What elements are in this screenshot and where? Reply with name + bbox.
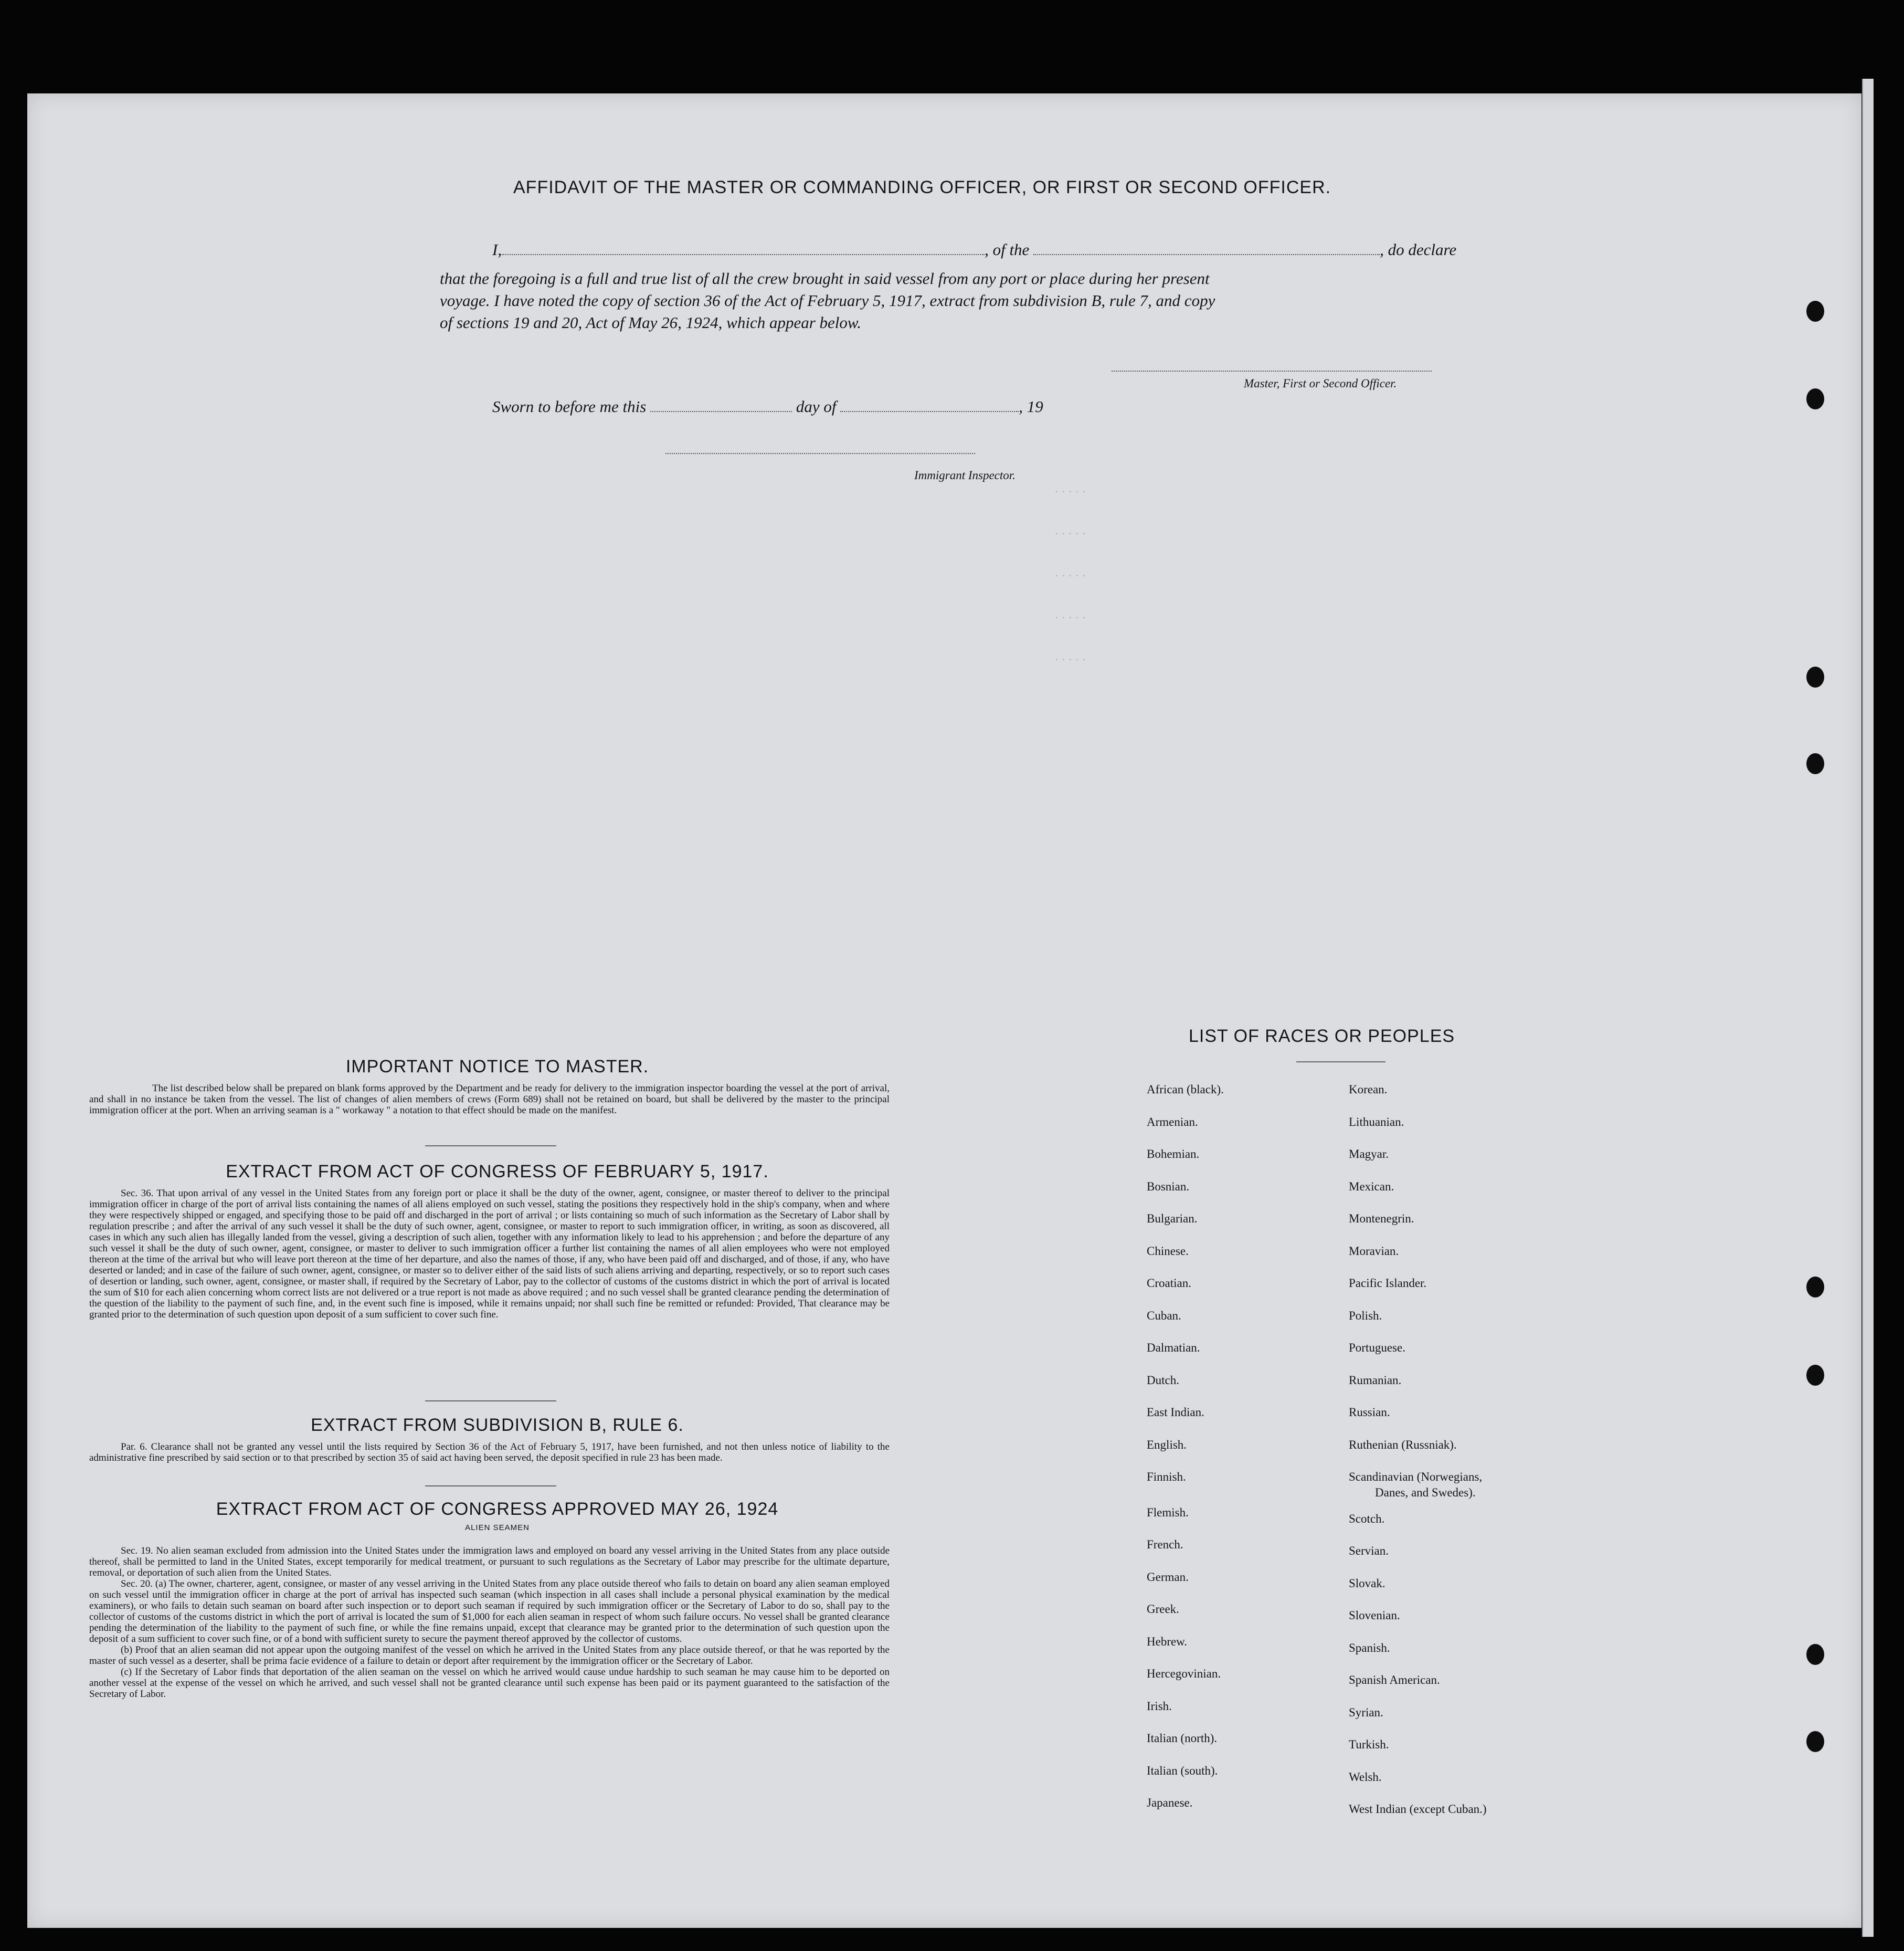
affidavit-line3: voyage. I have noted the copy of section 36 of the Act of February 5, 1917, extract from subdivision B, rule 7, and copy — [440, 291, 1215, 310]
race-item: Servian. — [1349, 1544, 1389, 1557]
sworn-c: , 19 — [1019, 397, 1043, 416]
inspector-label: Immigrant Inspector. — [914, 469, 1016, 482]
binder-hole — [1806, 667, 1824, 688]
binder-hole — [1806, 1644, 1824, 1665]
race-item: Finnish. — [1147, 1470, 1186, 1483]
race-item: Spanish. — [1349, 1641, 1390, 1654]
race-item: Bulgarian. — [1147, 1212, 1198, 1225]
inspector-signature-line — [665, 453, 975, 454]
race-item: Turkish. — [1349, 1738, 1389, 1751]
binder-hole — [1806, 1731, 1824, 1752]
affidavit-line1-b: , of the — [985, 240, 1030, 259]
notice-text: The list described below shall be prepared on blank forms approved by the Department and be ready for delivery to the immigration inspector boarding the vessel at the port of arrival, and shall in no instance be taken from the vessel. The list of changes of alien members of crews (Form 689) shall not be retained on board, but shall be delivered by the master to the principal immigration officer at the port. When an arriving seaman is a " workaway " a notation to that effect should be made on the manifest. — [89, 1083, 890, 1116]
extract-1917-text: Sec. 36. That upon arrival of any vessel in the United States from any foreign port or place it shall be the duty of the owner, agent, consignee, or master thereof to deliver to the principal immigration officer in charge of the port of arrival lists containing the names of all aliens employed on such vessel, stating the positions they respectively hold in the ship's company, when and where they were respectively shipped or engaged, and specifying those to be paid off and discharged in the port of arrival ; or lists containing so much of such information as the Secretary of Labor shall by regulation prescribe ; and after the arrival of any such vessel it shall be the duty of such owner, agent, consignee, or master to report to such immigration officer, in writing, as soon as discovered, all cases in which any such alien has illegally landed from the vessel, giving a description of such alien, together with any information likely to lead to his apprehension ; and before the departure of any such vessel it shall be the duty of such owner, agent, consignee, or master to deliver to such immigration officer a further list containing the names of all alien employees who were not employed thereon at the time of the arrival but who will leave port thereon at the time of her departure, and also the names of those, if any, who have been paid off and discharged, and of those, if any, who have deserted or landed; and in case of the failure of such owner, agent, consignee, or master so to deliver either of the said lists of such aliens arriving and departing, respectively, or so to report such cases of desertion or landing, such owner, agent, consignee, or master shall, if required by the Secretary of Labor, pay to the collector of customs of the customs district in which the port of arrival is located the sum of $10 for each alien concerning whom correct lists are not delivered or a true report is not made as above required ; and no such vessel shall be granted clearance pending the determination of the question of the liability to the payment of such fine, and, in the event such fine is imposed, while it remains unpaid; nor shall such fine be remitted or refunded: Provided, That clearance may be granted prior to the determination of such question upon deposit of a sum sufficient to cover such fine. — [89, 1188, 890, 1320]
race-item: African (black). — [1147, 1083, 1224, 1096]
bleed-through-marks: . . . . . — [1055, 522, 1086, 537]
binder-hole — [1806, 388, 1824, 409]
bleed-through-marks: . . . . . — [1055, 648, 1086, 663]
race-item: Rumanian. — [1349, 1374, 1402, 1387]
races-divider — [1296, 1061, 1385, 1062]
race-item: Polish. — [1349, 1309, 1382, 1322]
race-item: Portuguese. — [1349, 1341, 1405, 1354]
race-item: Chinese. — [1147, 1245, 1189, 1258]
race-item: Irish. — [1147, 1700, 1172, 1713]
extract-1924-title: EXTRACT FROM ACT OF CONGRESS APPROVED MAY 26, 1924 — [216, 1499, 779, 1519]
extract-1924-body — [89, 1545, 890, 1700]
race-item: Croatian. — [1147, 1277, 1191, 1290]
extract-1917-title: EXTRACT FROM ACT OF CONGRESS OF FEBRUARY 5, 1917. — [226, 1162, 769, 1182]
vessel-blank — [1033, 254, 1380, 255]
binder-hole — [1806, 753, 1824, 774]
race-item: Spanish American. — [1349, 1673, 1440, 1686]
race-item: Korean. — [1349, 1083, 1388, 1096]
binder-hole — [1806, 1365, 1824, 1386]
master-label: Master, First or Second Officer. — [1244, 377, 1397, 390]
race-item: Scandinavian (Norwegians, — [1349, 1470, 1483, 1483]
bleed-through-marks: . . . . . — [1055, 564, 1086, 579]
race-item: Bosnian. — [1147, 1180, 1190, 1193]
race-item-continuation: Danes, and Swedes). — [1375, 1486, 1476, 1499]
section-20a-text: Sec. 20. (a) The owner, charterer, agent, consignee, or master of any vessel arriving in the United States from any place outside thereof who fails to detain on board any alien seaman employed on such vessel until the immigration officer in charge at the port of arrival has inspected such seaman (which inspection in all cases shall include a personal physical examination by the medical examiners), or who fails to detain such seaman on board after such inspection or to deport such seaman if required by such immigration officer or the Secretary of Labor to do so, shall pay to the collector of customs of the customs district in which the port of arrival is located the sum of $1,000 for each alien seaman in respect of whom such failure occurs. No vessel shall be granted clearance pending the determination of the liability to the payment of such fine, or while the fine remains unpaid, except that clearance may be granted prior to the determination of such question upon the deposit of a sum sufficient to cover such fine, or of a bond with sufficient surety to secure the payment thereof approved by the collector of customs. — [89, 1578, 890, 1644]
affidavit-line1-a: I, — [492, 240, 502, 259]
day-blank — [650, 411, 792, 412]
section-divider — [425, 1400, 556, 1401]
extract-1924-subtitle: ALIEN SEAMEN — [465, 1523, 530, 1532]
sworn-a: Sworn to before me this — [492, 397, 647, 416]
race-item: Italian (south). — [1147, 1764, 1218, 1777]
rule6-title: EXTRACT FROM SUBDIVISION B, RULE 6. — [311, 1415, 684, 1435]
month-blank — [840, 411, 1019, 412]
race-item: Armenian. — [1147, 1115, 1198, 1129]
race-item: Slovak. — [1349, 1577, 1385, 1590]
race-item: Italian (north). — [1147, 1732, 1218, 1745]
affidavit-line1-c: , do declare — [1380, 240, 1457, 259]
race-item: Flemish. — [1147, 1506, 1189, 1519]
section-divider — [425, 1485, 556, 1486]
race-item: Magyar. — [1349, 1147, 1389, 1161]
bleed-through-marks: . . . . . — [1055, 480, 1086, 495]
affidavit-title: AFFIDAVIT OF THE MASTER OR COMMANDING OFFICER, OR FIRST OR SECOND OFFICER. — [513, 177, 1331, 197]
race-item: Slovenian. — [1349, 1609, 1400, 1622]
race-item: Bohemian. — [1147, 1147, 1200, 1161]
section-19-text: Sec. 19. No alien seaman excluded from admission into the United States under the immigration laws and employed on board any vessel arriving in the United States from any place outside thereof, shall be permitted to land in the United States, except temporarily for medical treatment, or pursuant to such regulations as the Secretary of Labor may prescribe for the ultimate departure, removal, or deportation of such alien from the United States. — [89, 1545, 890, 1578]
race-item: Dalmatian. — [1147, 1341, 1200, 1354]
affidavit-line2: that the foregoing is a full and true list of all the crew brought in said vessel from any port or place during her present — [440, 269, 1210, 288]
race-item: Hercegovinian. — [1147, 1667, 1221, 1680]
race-item: Pacific Islander. — [1349, 1277, 1427, 1290]
race-item: Scotch. — [1349, 1512, 1385, 1525]
race-item: French. — [1147, 1538, 1183, 1551]
race-item: Montenegrin. — [1349, 1212, 1414, 1225]
race-item: Welsh. — [1349, 1770, 1382, 1784]
affidavit-declaration-line — [492, 240, 1456, 259]
affidavit-line4: of sections 19 and 20, Act of May 26, 1924, which appear below. — [440, 313, 862, 332]
bleed-through-marks: . . . . . — [1055, 606, 1086, 621]
binder-hole — [1806, 1277, 1824, 1298]
sworn-b: day of — [796, 397, 837, 416]
race-item: English. — [1147, 1438, 1187, 1451]
race-item: West Indian (except Cuban.) — [1349, 1802, 1487, 1816]
race-item: Hebrew. — [1147, 1635, 1188, 1648]
race-item: Russian. — [1349, 1406, 1390, 1419]
race-item: Syrian. — [1349, 1706, 1383, 1719]
next-page-edge — [1862, 79, 1874, 1937]
notice-title: IMPORTANT NOTICE TO MASTER. — [345, 1057, 649, 1077]
race-item: Mexican. — [1349, 1180, 1394, 1193]
section-divider — [425, 1145, 556, 1146]
rule6-text: Par. 6. Clearance shall not be granted any vessel until the lists required by Section 36 of the Act of February 5, 1917, have been furnished, and not then unless notice of liability to the administrative fine prescribed by said section or to that prescribed by section 35 of said act having been served, the deposit specified in rule 23 has been made. — [89, 1441, 890, 1463]
race-item: German. — [1147, 1570, 1189, 1584]
race-item: Japanese. — [1147, 1796, 1193, 1809]
sworn-line — [492, 397, 1043, 416]
race-item: Moravian. — [1349, 1245, 1399, 1258]
race-item: Cuban. — [1147, 1309, 1181, 1322]
section-20c-text: (c) If the Secretary of Labor finds that deportation of the alien seaman on the vessel on which he arrived would cause undue hardship to such seaman he may cause him to be deported on another vessel at the expense of the vessel on which he arrived, and such vessel shall not be granted clearance until such expense has been paid or its payment guaranteed to the satisfaction of the Secretary of Labor. — [89, 1667, 890, 1700]
binder-hole — [1806, 301, 1824, 322]
section-20b-text: (b) Proof that an alien seaman did not appear upon the outgoing manifest of the vessel on which he arrived in the United States from any place outside thereof, or that he was reported by the master of such vessel as a deserter, shall be prima facie evidence of a failure to detain or deport after requirement by the immigration officer or the Secretary of Labor. — [89, 1644, 890, 1667]
race-item: East Indian. — [1147, 1406, 1204, 1419]
races-title: LIST OF RACES OR PEOPLES — [1189, 1026, 1455, 1046]
race-item: Dutch. — [1147, 1374, 1179, 1387]
race-item: Lithuanian. — [1349, 1115, 1404, 1129]
race-item: Ruthenian (Russniak). — [1349, 1438, 1457, 1451]
name-blank — [502, 254, 985, 255]
race-item: Greek. — [1147, 1602, 1179, 1616]
master-signature-line — [1112, 371, 1432, 372]
